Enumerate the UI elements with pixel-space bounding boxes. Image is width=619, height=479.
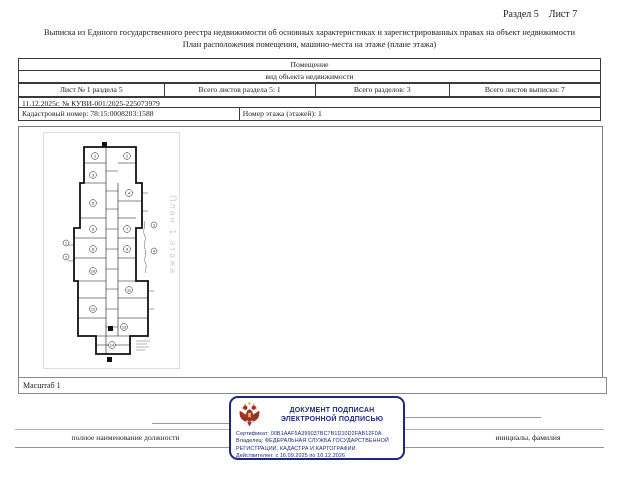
svg-text:12: 12 xyxy=(90,307,96,312)
plan-watermark: План 1 этажа xyxy=(168,195,178,276)
sheet-info-cell: Всего листов раздела 5: 1 xyxy=(164,83,316,97)
svg-text:4: 4 xyxy=(127,191,131,196)
signature-line xyxy=(401,417,541,418)
svg-text:7: 7 xyxy=(125,227,129,232)
svg-text:6: 6 xyxy=(91,227,95,232)
sheet-info-cell: Всего листов выписки: 7 xyxy=(449,83,601,97)
svg-text:3: 3 xyxy=(153,223,155,228)
svg-text:3: 3 xyxy=(91,173,95,178)
object-type-table xyxy=(18,58,601,83)
position-caption: полное наименование должности xyxy=(71,433,180,442)
signature-line xyxy=(152,423,230,424)
legend-lines xyxy=(136,341,150,350)
entry-mark-bottom xyxy=(107,357,112,362)
certificate-line: Сертификат: 00B1AAF5A399037BC7B1D10D2FAB12F0A xyxy=(236,431,382,437)
stamp-subtitle: ЭЛЕКТРОННОЙ ПОДПИСЬЮ xyxy=(280,416,384,423)
shaft-mark xyxy=(108,326,113,331)
details-table xyxy=(18,97,601,121)
building-outline xyxy=(74,147,148,354)
sheet-info-row xyxy=(18,83,601,97)
owner-line-2: РЕГИСТРАЦИИ, КАДАСТРА И КАРТОГРАФИИ xyxy=(236,445,356,452)
owner-line-1: Владелец: ФЕДЕРАЛЬНАЯ СЛУЖБА ГОСУДАРСТВЕННОЙ xyxy=(236,438,389,445)
svg-text:1: 1 xyxy=(93,154,97,159)
header-right xyxy=(503,9,577,20)
svg-text:14: 14 xyxy=(109,343,115,348)
document-subtitle: План расположения помещения, машино-места на этаже (плане этажа) xyxy=(182,40,437,49)
entry-mark-top xyxy=(102,142,107,147)
esign-stamp xyxy=(229,396,405,460)
object-type-caption: вид объекта недвижимости xyxy=(18,71,601,83)
svg-text:2: 2 xyxy=(65,255,67,260)
document-title: Выписка из Единого государственного реестра недвижимости об основных характеристиках и зарегистрированных правах на объект недвижимости xyxy=(44,28,575,37)
svg-text:4: 4 xyxy=(153,249,155,254)
object-type-value: Помещение xyxy=(18,58,601,71)
sheet-label: Лист 7 xyxy=(548,9,578,20)
svg-text:5: 5 xyxy=(91,201,95,206)
svg-text:13: 13 xyxy=(121,325,127,330)
svg-text:1: 1 xyxy=(65,241,67,246)
scale-label: Масштаб 1 xyxy=(18,377,607,394)
floor-number-cell: Номер этажа (этажей): 1 xyxy=(242,109,322,118)
coat-of-arms-icon xyxy=(237,401,262,429)
floor-plan-image xyxy=(43,132,180,369)
svg-text:8: 8 xyxy=(91,247,95,252)
sheet-info-cell: Всего разделов: 3 xyxy=(315,83,450,97)
date-number-row: 11.12.2025г. № КУВИ-001/2025-225073979 xyxy=(18,97,601,108)
stamp-title: ДОКУМЕНТ ПОДПИСАН xyxy=(289,407,375,414)
floor-plan-drawing xyxy=(44,133,179,368)
initials-caption: инициалы, фамилия xyxy=(495,433,561,442)
svg-text:10: 10 xyxy=(90,269,96,274)
handwritten-annotation xyxy=(144,221,146,273)
svg-text:9: 9 xyxy=(125,247,129,252)
cadastral-number-cell: Кадастровый номер: 78:15:0008203:1588 xyxy=(19,108,240,120)
validity-line: Действителен: с 16.09.2025 по 10.12.2026 xyxy=(236,453,346,460)
svg-text:11: 11 xyxy=(127,288,131,293)
section-label: Раздел 5 xyxy=(503,9,539,20)
sheet-info-cell: Лист № 1 раздела 5 xyxy=(18,83,165,97)
svg-text:2: 2 xyxy=(125,154,129,159)
